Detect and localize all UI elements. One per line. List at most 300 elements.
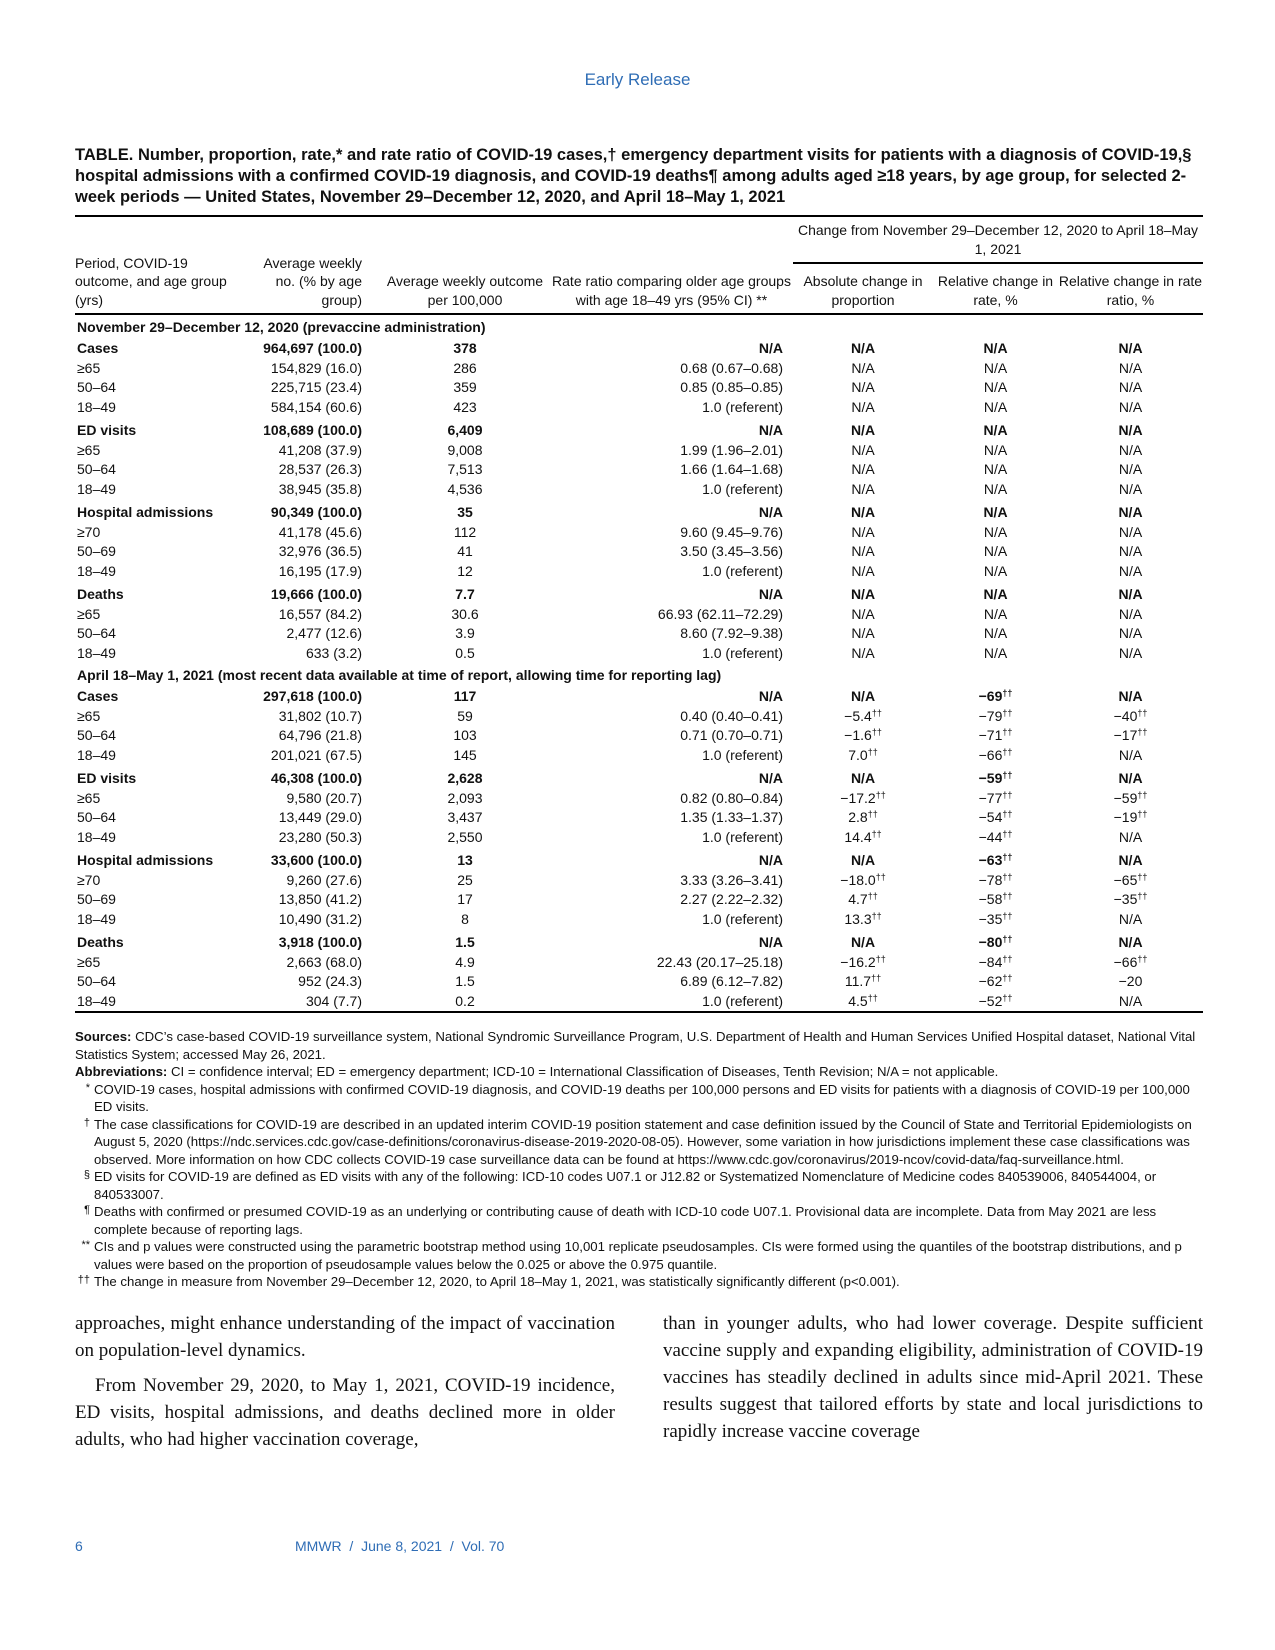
- relative-change-ratio-cell: −40††: [1113, 707, 1148, 724]
- relative-change-ratio-cell: N/A: [1118, 934, 1143, 950]
- footnote-marker: †: [83, 1116, 90, 1129]
- age-group-cell: 18–49: [77, 644, 116, 661]
- weekly-rate-cell: 117: [453, 688, 477, 704]
- relative-change-rate-cell: −84††: [978, 953, 1013, 970]
- weekly-number-cell: 90,349 (100.0): [270, 504, 362, 520]
- left-paragraph-1: approaches, might enhance understanding of the impact of vaccination on population-level dynamics.: [75, 1313, 615, 1361]
- relative-change-ratio-cell: N/A: [1118, 543, 1143, 559]
- age-group-cell: 18–49: [77, 480, 116, 497]
- significance-marker: ††: [871, 707, 882, 718]
- significance-marker: ††: [1137, 953, 1148, 964]
- significance-marker: ††: [1002, 891, 1013, 901]
- rate-ratio-cell: 0.40 (0.40–0.41): [680, 707, 783, 724]
- absolute-change-cell: 2.8††: [848, 809, 878, 825]
- significance-marker: ††: [1002, 953, 1013, 964]
- relative-change-rate-cell: N/A: [983, 543, 1008, 559]
- age-group-cell: 50–64: [77, 973, 116, 989]
- table-row: [75, 726, 1203, 746]
- relative-change-ratio-cell: N/A: [1118, 688, 1143, 704]
- absolute-change-cell: −16.2††: [840, 953, 886, 970]
- relative-change-ratio-cell: N/A: [1118, 562, 1143, 579]
- weekly-number-cell: 28,537 (26.3): [278, 461, 362, 477]
- relative-change-rate-cell: N/A: [983, 644, 1008, 661]
- relative-change-rate-cell: −54††: [978, 809, 1013, 825]
- age-group-cell: ED visits: [77, 422, 137, 438]
- header-weekly-rate: Average weekly outcome per 100,000: [380, 216, 550, 314]
- rate-ratio-cell: N/A: [758, 422, 783, 438]
- relative-change-rate-cell: −59††: [978, 770, 1013, 786]
- weekly-number-cell: 584,154 (60.6): [270, 398, 362, 415]
- relative-change-ratio-cell: N/A: [1118, 379, 1143, 395]
- relative-change-rate-cell: N/A: [983, 480, 1008, 497]
- absolute-change-cell: 11.7††: [844, 973, 882, 989]
- age-group-cell: ≥70: [77, 871, 101, 888]
- significance-marker: ††: [1002, 746, 1013, 757]
- age-group-cell: 18–49: [77, 828, 116, 845]
- table-row: [75, 707, 1203, 727]
- absolute-change-cell: N/A: [850, 422, 876, 438]
- relative-change-rate-cell: N/A: [983, 379, 1008, 395]
- table-row: [75, 441, 1203, 461]
- weekly-rate-cell: 7,513: [447, 461, 483, 477]
- significance-marker: ††: [1137, 789, 1148, 800]
- age-group-cell: 50–64: [77, 809, 116, 825]
- weekly-rate-cell: 7.7: [455, 586, 475, 602]
- table-row: [75, 605, 1203, 625]
- period-row: [75, 314, 1203, 339]
- table-row: [75, 624, 1203, 644]
- absolute-change-cell: N/A: [850, 504, 876, 520]
- relative-change-ratio-cell: −20: [1118, 973, 1143, 989]
- absolute-change-cell: −18.0††: [840, 871, 886, 888]
- weekly-number-cell: 41,178 (45.6): [278, 523, 362, 540]
- absolute-change-cell: N/A: [851, 605, 875, 622]
- footnote-marker: ¶: [84, 1204, 90, 1216]
- absolute-change-cell: −17.2††: [840, 789, 886, 806]
- weekly-number-cell: 33,600 (100.0): [270, 852, 362, 868]
- weekly-number-cell: 16,195 (17.9): [278, 562, 362, 579]
- weekly-number-cell: 13,850 (41.2): [278, 891, 362, 907]
- sources-label: Sources:: [75, 1029, 132, 1044]
- rate-ratio-cell: 2.27 (2.22–2.32): [680, 891, 783, 907]
- footnote: [75, 1168, 1203, 1203]
- significance-marker: ††: [867, 992, 878, 1003]
- weekly-number-cell: 154,829 (16.0): [270, 359, 362, 376]
- rate-ratio-cell: N/A: [758, 934, 783, 950]
- left-column: [75, 1310, 615, 1453]
- weekly-rate-cell: 423: [453, 398, 477, 415]
- relative-change-ratio-cell: N/A: [1118, 625, 1143, 641]
- relative-change-rate-cell: N/A: [983, 340, 1008, 356]
- relative-change-rate-cell: −62††: [978, 973, 1013, 989]
- weekly-rate-cell: 9,008: [447, 441, 483, 458]
- weekly-number-cell: 201,021 (67.5): [270, 746, 362, 763]
- weekly-rate-cell: 41: [457, 543, 473, 559]
- weekly-number-cell: 19,666 (100.0): [270, 586, 362, 602]
- weekly-number-cell: 304 (7.7): [245, 992, 380, 1013]
- rate-ratio-cell: N/A: [758, 340, 783, 356]
- age-group-cell: 50–69: [77, 891, 116, 907]
- significance-marker: ††: [1002, 770, 1013, 780]
- relative-change-ratio-cell: N/A: [1118, 586, 1143, 602]
- relative-change-ratio-cell: N/A: [1058, 992, 1203, 1013]
- relative-change-rate-cell: N/A: [983, 359, 1008, 376]
- significance-marker: ††: [871, 727, 882, 737]
- weekly-rate-cell: 2,550: [447, 828, 483, 845]
- rate-ratio-cell: N/A: [758, 852, 783, 868]
- table-notes: [75, 1028, 1203, 1291]
- relative-change-rate-cell: −79††: [978, 707, 1013, 724]
- table-row: [75, 644, 1203, 664]
- table-row: [75, 523, 1203, 543]
- relative-change-ratio-cell: N/A: [1118, 852, 1143, 868]
- weekly-number-cell: 38,945 (35.8): [278, 480, 362, 497]
- relative-change-ratio-cell: N/A: [1118, 441, 1143, 458]
- age-group-cell: Deaths: [77, 934, 124, 950]
- weekly-rate-cell: 2,628: [447, 770, 483, 786]
- weekly-rate-cell: 1.5: [455, 934, 475, 950]
- outcome-row: [75, 765, 1203, 789]
- relative-change-ratio-cell: N/A: [1118, 828, 1143, 845]
- weekly-rate-cell: 286: [453, 359, 477, 376]
- relative-change-ratio-cell: −17††: [1113, 727, 1148, 743]
- relative-change-ratio-cell: −59††: [1113, 789, 1148, 806]
- period-label: November 29–December 12, 2020 (prevaccine administration): [77, 319, 486, 335]
- weekly-rate-cell: 30.6: [451, 605, 479, 622]
- relative-change-ratio-cell: −19††: [1113, 809, 1148, 825]
- age-group-cell: ≥65: [77, 953, 101, 970]
- weekly-rate-cell: 378: [453, 340, 477, 356]
- relative-change-rate-cell: N/A: [983, 586, 1008, 602]
- footnote-marker: ††: [77, 1274, 90, 1286]
- significance-marker: ††: [1002, 789, 1013, 800]
- absolute-change-cell: 13.3††: [844, 910, 882, 927]
- outcome-row: [75, 499, 1203, 523]
- outcome-row: [75, 847, 1203, 871]
- age-group-cell: ≥65: [77, 707, 101, 724]
- footnote: [75, 1081, 1203, 1116]
- abbreviations-label: Abbreviations:: [75, 1064, 168, 1079]
- weekly-number-cell: 10,490 (31.2): [278, 910, 362, 927]
- relative-change-ratio-cell: N/A: [1118, 746, 1143, 763]
- absolute-change-cell: N/A: [850, 770, 876, 786]
- age-group-cell: 18–49: [77, 746, 116, 763]
- outcome-row: [75, 417, 1203, 441]
- rate-ratio-cell: 1.0 (referent): [702, 480, 783, 497]
- footnote-text: The case classifications for COVID-19 are described in an updated interim COVID-19 position statement and case definition issued by the Council of State and Territorial Epidemiologists on August 5, 2020 (https://ndc.services.cdc.gov/case-definitions/coronavirus-disease-2019-2020-08-05). However, some variation in how jurisdictions implement these case classifications was observed. More information on how CDC collects COVID-19 case surveillance data can be found at https://www.cdc.gov/coronavirus/2019-ncov/covid-data/faq-surveillance.html.: [94, 1116, 1192, 1167]
- footnote: [75, 1273, 1203, 1291]
- absolute-change-cell: −1.6††: [844, 727, 882, 743]
- relative-change-rate-cell: −58††: [978, 891, 1013, 907]
- relative-change-rate-cell: −52††: [933, 992, 1058, 1013]
- relative-change-ratio-cell: −35††: [1113, 891, 1148, 907]
- significance-marker: ††: [1002, 727, 1013, 737]
- relative-change-ratio-cell: N/A: [1118, 644, 1143, 661]
- table-row: [75, 378, 1203, 398]
- weekly-number-cell: 633 (3.2): [305, 644, 362, 661]
- weekly-number-cell: 2,663 (68.0): [286, 953, 362, 970]
- data-table-container: [75, 215, 1203, 1013]
- outcome-row: [75, 687, 1203, 707]
- weekly-number-cell: 31,802 (10.7): [278, 707, 362, 724]
- significance-marker: ††: [1002, 852, 1013, 862]
- relative-change-ratio-cell: N/A: [1118, 461, 1143, 477]
- relative-change-ratio-cell: N/A: [1118, 422, 1143, 438]
- abbreviations-note: [75, 1063, 1203, 1081]
- rate-ratio-cell: N/A: [758, 688, 783, 704]
- absolute-change-cell: N/A: [851, 379, 875, 395]
- absolute-change-cell: 7.0††: [848, 746, 878, 763]
- rate-ratio-cell: 0.82 (0.80–0.84): [680, 789, 783, 806]
- relative-change-rate-cell: −66††: [978, 746, 1013, 763]
- relative-change-ratio-cell: N/A: [1118, 605, 1143, 622]
- header-relative-change-ratio: Relative change in rate ratio, %: [1058, 263, 1203, 314]
- footnote-marker: **: [81, 1239, 90, 1251]
- absolute-change-cell: 4.7††: [848, 891, 878, 907]
- relative-change-rate-cell: −63††: [978, 852, 1013, 868]
- rate-ratio-cell: 1.0 (referent): [702, 562, 783, 579]
- absolute-change-cell: N/A: [851, 461, 875, 477]
- outcome-row: [75, 929, 1203, 953]
- sources-text: CDC’s case-based COVID-19 surveillance system, National Syndromic Surveillance Program, U.S. Department of Health and Human Services Unified Hospital dataset, National Vital Statistics System; accessed May 26, 2021.: [75, 1029, 1196, 1062]
- footnote: [75, 1238, 1203, 1273]
- weekly-number-cell: 3,918 (100.0): [278, 934, 362, 950]
- absolute-change-cell: N/A: [850, 688, 876, 704]
- significance-marker: ††: [871, 973, 882, 983]
- footnote: [75, 1116, 1203, 1169]
- weekly-number-cell: 13,449 (29.0): [278, 809, 362, 825]
- age-group-cell: 18–49: [77, 398, 116, 415]
- significance-marker: ††: [875, 953, 886, 964]
- significance-marker: ††: [875, 789, 886, 800]
- right-column: [663, 1310, 1203, 1445]
- weekly-rate-cell: 6,409: [447, 422, 483, 438]
- weekly-number-cell: 225,715 (23.4): [270, 379, 362, 395]
- rate-ratio-cell: 66.93 (62.11–72.29): [657, 605, 783, 622]
- weekly-number-cell: 108,689 (100.0): [263, 422, 362, 438]
- weekly-number-cell: 41,208 (37.9): [278, 441, 362, 458]
- outcome-row: [75, 339, 1203, 359]
- rate-ratio-cell: 0.85 (0.85–0.85): [680, 379, 783, 395]
- header-relative-change-rate: Relative change in rate, %: [933, 263, 1058, 314]
- age-group-cell: ≥70: [77, 523, 101, 540]
- header-period-outcome: Period, COVID-19 outcome, and age group (yrs): [75, 216, 245, 314]
- relative-change-rate-cell: N/A: [983, 625, 1008, 641]
- age-group-cell: 50–64: [77, 461, 116, 477]
- table-row: [75, 789, 1203, 809]
- rate-ratio-cell: 3.50 (3.45–3.56): [680, 543, 783, 559]
- age-group-cell: ≥65: [77, 605, 101, 622]
- relative-change-rate-cell: N/A: [983, 605, 1008, 622]
- age-group-cell: 50–69: [77, 543, 116, 559]
- table-row: [75, 808, 1203, 828]
- weekly-number-cell: 23,280 (50.3): [278, 828, 362, 845]
- rate-ratio-cell: 9.60 (9.45–9.76): [680, 523, 783, 540]
- significance-marker: ††: [867, 891, 878, 901]
- relative-change-rate-cell: N/A: [983, 523, 1008, 540]
- age-group-cell: Cases: [77, 340, 119, 356]
- data-table: [75, 215, 1203, 1013]
- relative-change-ratio-cell: N/A: [1118, 910, 1143, 927]
- table-row: [75, 972, 1203, 992]
- significance-marker: ††: [1137, 727, 1148, 737]
- relative-change-rate-cell: N/A: [983, 504, 1008, 520]
- relative-change-ratio-cell: −65††: [1113, 871, 1148, 888]
- weekly-number-cell: 64,796 (21.8): [278, 727, 362, 743]
- relative-change-ratio-cell: N/A: [1118, 359, 1143, 376]
- significance-marker: ††: [1002, 871, 1013, 882]
- weekly-number-cell: 46,308 (100.0): [270, 770, 362, 786]
- weekly-rate-cell: 1.5: [455, 973, 475, 989]
- relative-change-rate-cell: −35††: [978, 910, 1013, 927]
- weekly-rate-cell: 3.9: [455, 625, 475, 641]
- relative-change-rate-cell: −78††: [978, 871, 1013, 888]
- absolute-change-cell: N/A: [851, 480, 875, 497]
- absolute-change-cell: N/A: [851, 543, 875, 559]
- rate-ratio-cell: 6.89 (6.12–7.82): [680, 973, 783, 989]
- absolute-change-cell: N/A: [851, 359, 875, 376]
- significance-marker: ††: [1002, 688, 1013, 698]
- outcome-row: [75, 581, 1203, 605]
- table-body: [75, 314, 1203, 1012]
- weekly-rate-cell: 0.5: [455, 644, 475, 661]
- footnote-marker: *: [85, 1081, 90, 1094]
- significance-marker: ††: [1137, 809, 1148, 819]
- table-row: [75, 480, 1203, 500]
- absolute-change-cell: N/A: [850, 852, 876, 868]
- table-row: [75, 871, 1203, 891]
- absolute-change-cell: N/A: [851, 644, 875, 661]
- absolute-change-cell: N/A: [850, 340, 876, 356]
- relative-change-rate-cell: −44††: [978, 828, 1013, 845]
- significance-marker: ††: [1002, 973, 1013, 983]
- significance-marker: ††: [871, 828, 882, 839]
- weekly-number-cell: 9,580 (20.7): [286, 789, 362, 806]
- significance-marker: ††: [1002, 707, 1013, 718]
- rate-ratio-cell: 3.33 (3.26–3.41): [680, 871, 783, 888]
- significance-marker: ††: [1137, 707, 1148, 718]
- absolute-change-cell: N/A: [851, 562, 875, 579]
- rate-ratio-cell: 1.66 (1.64–1.68): [680, 461, 783, 477]
- relative-change-rate-cell: −71††: [978, 727, 1013, 743]
- weekly-number-cell: 964,697 (100.0): [263, 340, 362, 356]
- rate-ratio-cell: 22.43 (20.17–25.18): [656, 953, 783, 970]
- rate-ratio-cell: 1.99 (1.96–2.01): [680, 441, 783, 458]
- footnote-marker: §: [83, 1169, 90, 1181]
- age-group-cell: ≥65: [77, 789, 101, 806]
- age-group-cell: 50–64: [77, 625, 116, 641]
- relative-change-ratio-cell: −66††: [1113, 953, 1148, 970]
- rate-ratio-cell: 0.68 (0.67–0.68): [680, 359, 783, 376]
- rate-ratio-cell: 1.0 (referent): [702, 910, 783, 927]
- weekly-number-cell: 16,557 (84.2): [278, 605, 362, 622]
- weekly-number-cell: 952 (24.3): [298, 973, 362, 989]
- footnote: [75, 1203, 1203, 1238]
- absolute-change-cell: 4.5††: [793, 992, 933, 1013]
- absolute-change-cell: N/A: [850, 586, 876, 602]
- footnotes: [75, 1081, 1203, 1291]
- rate-ratio-cell: N/A: [758, 504, 783, 520]
- table-row: [75, 992, 1203, 1013]
- age-group-cell: 18–49: [77, 562, 116, 579]
- relative-change-ratio-cell: N/A: [1118, 523, 1143, 540]
- table-row: [75, 398, 1203, 418]
- table-row: [75, 359, 1203, 379]
- table-row: [75, 542, 1203, 562]
- header-absolute-change: Absolute change in proportion: [793, 263, 933, 314]
- weekly-rate-cell: 145: [453, 746, 477, 763]
- weekly-rate-cell: 359: [453, 379, 477, 395]
- period-row: [75, 663, 1203, 687]
- table-row: [75, 890, 1203, 910]
- weekly-number-cell: 297,618 (100.0): [263, 688, 362, 704]
- age-group-cell: 50–64: [77, 379, 116, 395]
- age-group-cell: Deaths: [77, 586, 124, 602]
- significance-marker: ††: [1002, 910, 1013, 921]
- absolute-change-cell: 14.4††: [844, 828, 882, 845]
- weekly-rate-cell: 13: [457, 852, 473, 868]
- footnote-text: COVID-19 cases, hospital admissions with confirmed COVID-19 diagnosis, and COVID-19 deaths per 100,000 persons and ED visits for patients with a diagnosis of COVID-19 per 100,000 ED visits.: [94, 1081, 1190, 1114]
- footnote-text: CIs and p values were constructed using the parametric bootstrap method using 10,001 replicate pseudosamples. CIs were formed using the quantiles of the bootstrap distributions, and p values were based on the proportion of pseudosample values below the 0.025 or above the 0.975 quantile.: [94, 1239, 1182, 1272]
- age-group-cell: 50–64: [77, 727, 116, 743]
- table-row: [75, 828, 1203, 848]
- rate-ratio-cell: N/A: [758, 586, 783, 602]
- rate-ratio-cell: 1.0 (referent): [702, 398, 783, 415]
- relative-change-rate-cell: N/A: [983, 562, 1008, 579]
- age-group-cell: 18–49: [75, 992, 245, 1013]
- header-rate-ratio: Rate ratio comparing older age groups with age 18–49 yrs (95% CI) **: [550, 216, 793, 314]
- footnote-text: ED visits for COVID-19 are defined as ED visits with any of the following: ICD-10 codes U07.1 or J12.82 or Systematized Nomenclature of Medicine codes 840539006, 840544004, or 840533007.: [94, 1169, 1157, 1202]
- age-group-cell: 18–49: [77, 910, 116, 927]
- absolute-change-cell: N/A: [851, 441, 875, 458]
- table-title: TABLE. Number, proportion, rate,* and rate ratio of COVID-19 cases,† emergency department visits for patients with a diagnosis of COVID-19,§ hospital admissions with a confirmed COVID-19 diagnosis, and COVID-19 deaths¶ among adults aged ≥18 years, by age group, for selected 2-week periods — United States, November 29–December 12, 2020, and April 18–May 1, 2021: [75, 146, 1192, 206]
- age-group-cell: Hospital admissions: [77, 504, 214, 520]
- age-group-cell: ≥65: [77, 359, 101, 376]
- early-release-header: Early Release: [584, 70, 691, 89]
- significance-marker: ††: [867, 746, 878, 757]
- relative-change-rate-cell: −80††: [978, 934, 1013, 950]
- footnote-text: The change in measure from November 29–December 12, 2020, to April 18–May 1, 2021, was statistically significantly different (p<0.001).: [94, 1274, 900, 1289]
- relative-change-rate-cell: −69††: [978, 688, 1013, 704]
- table-row: [75, 953, 1203, 973]
- significance-marker: ††: [871, 910, 882, 921]
- weekly-rate-cell: 103: [453, 727, 477, 743]
- table-row: [75, 746, 1203, 766]
- absolute-change-cell: N/A: [851, 398, 875, 415]
- relative-change-ratio-cell: N/A: [1118, 504, 1143, 520]
- table-row: [75, 910, 1203, 930]
- significance-marker: ††: [1137, 871, 1148, 882]
- age-group-cell: Cases: [77, 688, 119, 704]
- age-group-cell: ED visits: [77, 770, 137, 786]
- period-label: April 18–May 1, 2021 (most recent data available at time of report, allowing time for reporting lag): [77, 667, 722, 683]
- absolute-change-cell: N/A: [850, 934, 876, 950]
- relative-change-ratio-cell: N/A: [1118, 398, 1143, 415]
- significance-marker: ††: [1002, 809, 1013, 819]
- weekly-rate-cell: 12: [457, 562, 473, 579]
- weekly-rate-cell: 2,093: [447, 789, 483, 806]
- age-group-cell: ≥65: [77, 441, 101, 458]
- rate-ratio-cell: 8.60 (7.92–9.38): [680, 625, 783, 641]
- weekly-rate-cell: 25: [457, 871, 473, 888]
- weekly-number-cell: 2,477 (12.6): [286, 625, 362, 641]
- weekly-rate-cell: 4.9: [455, 953, 475, 970]
- weekly-number-cell: 32,976 (36.5): [278, 543, 362, 559]
- significance-marker: ††: [1137, 891, 1148, 901]
- relative-change-rate-cell: −77††: [978, 789, 1013, 806]
- absolute-change-cell: N/A: [851, 625, 875, 641]
- left-paragraph-2: From November 29, 2020, to May 1, 2021, COVID-19 incidence, ED visits, hospital admissions, and deaths declined more in older adults, who had higher vaccination coverage,: [75, 1375, 615, 1450]
